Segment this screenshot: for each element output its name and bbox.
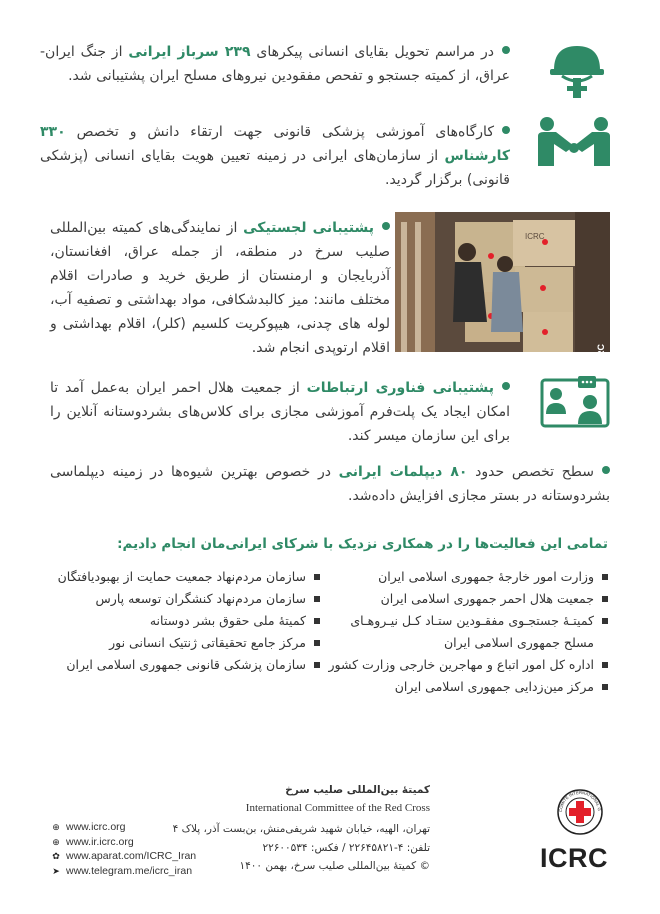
partners-heading: تمامی این فعالیت‌ها را در همکاری نزدیک با شرکای ایرانی‌مان انجام دادیم:	[117, 536, 608, 552]
bullet-dot	[502, 46, 510, 54]
section-5-post: در خصوص بهترین شیوه‌ها در زمینه دیپلماسی بشردوستانه در بستر مجازی افزایش داده‌شد.	[50, 464, 610, 504]
section-1-post: از جنگ ایران-عراق، از کمیته جستجو و تفحص مفقودین نیروهای مسلح ایران پشتیبانی شد.	[40, 44, 510, 84]
bullet-dot	[502, 382, 510, 390]
link-text[interactable]: www.ir.icrc.org	[66, 835, 134, 848]
link-text[interactable]: www.telegram.me/icrc_iran	[66, 864, 193, 877]
globe-icon: ⊕	[52, 822, 60, 832]
partner-item: اداره کل امور اتباع و مهاجرین خارجی وزارت کشور	[318, 654, 608, 676]
link-text[interactable]: www.aparat.com/ICRC_Iran	[66, 850, 197, 862]
photo-label: ICRC	[596, 344, 606, 366]
partner-item: وزارت امور خارجهٔ جمهوری اسلامی ایران	[318, 566, 608, 588]
partner-item: جمعیت هلال احمر جمهوری اسلامی ایران	[318, 588, 608, 610]
link-row[interactable]	[50, 820, 196, 835]
logistics-photo-illustration	[395, 212, 610, 352]
aparat-icon: ✿	[52, 851, 60, 861]
partner-item: کمیتـهٔ جستجـوی مفقـودین ستـاد کـل نیـروهـای	[318, 610, 608, 632]
section-3-highlight: پشتیبانی لجستیکی	[243, 220, 374, 236]
bullet-dot	[382, 222, 390, 230]
video-call-icon	[540, 376, 610, 430]
section-1-pre: در مراسم تحویل بقایای انسانی پیکرهای	[256, 44, 495, 60]
section-4	[50, 376, 510, 448]
partners-left-list	[30, 566, 320, 676]
partner-item: سازمان پزشکی قانونی جمهوری اسلامی ایران	[30, 654, 320, 676]
section-2-pre: کارگاه‌های آموزشی پزشکی قانونی جهت ارتقاء دانش و تخصص	[76, 124, 494, 140]
handshake-icon	[536, 116, 612, 168]
link-row[interactable]	[50, 864, 196, 879]
telegram-icon: ➤	[52, 865, 60, 876]
box-label: ICRC	[525, 232, 545, 241]
partners-right-list	[318, 566, 608, 698]
section-5	[50, 460, 610, 508]
section-5-pre: سطح تخصص حدود	[475, 464, 594, 480]
bullet-dot	[502, 126, 510, 134]
partner-item: سازمان مردم‌نهاد جمعیت حمایت از بهبودیافتگان	[30, 566, 320, 588]
globe-icon: ⊕	[52, 836, 60, 847]
section-1	[40, 40, 510, 88]
logistics-photo	[395, 212, 610, 366]
helmet-icon	[546, 40, 608, 102]
icrc-logo-text: ICRC	[540, 843, 608, 873]
section-3	[50, 216, 390, 360]
section-4-highlight: پشتیبانی فناوری ارتباطات	[306, 380, 494, 396]
section-3-post: از نمایندگی‌های کمیته بین‌المللی صلیب سرخ در منطقه، از جمله عراق، افغانستان، آذربایجان و ارمنستان از طریق خرید و صادرات اقلام مختلف مانند: میز کالبدشکافی، مواد بهداشتی و تصفیه آب، لوله های چدنی، هیپوکریت کلسیم (کلر)، اقلام بهداشتی و اقلام ارتوپدی انجام شد.	[50, 220, 390, 356]
icrc-seal-logo	[556, 788, 604, 836]
footer-address: تهران، الهیه، خیابان شهید شریفی‌منش، بن‌بست آذر، پلاک ۴	[172, 823, 430, 835]
section-5-highlight: ۸۰ دیپلمات ایرانی	[338, 464, 468, 480]
footer-phone: تلفن: ۴-۲۲۶۴۵۸۲۱ / فکس: ۲۲۶۰۰۵۳۴	[262, 842, 430, 854]
partner-item: مرکز مین‌زدایی جمهوری اسلامی ایران	[318, 676, 608, 698]
partner-item: مرکز جامع تحقیقاتی ژنتیک انسانی نور	[30, 632, 320, 654]
seal-text: COMITE INTERNATIONAL G	[557, 789, 602, 813]
link-row[interactable]	[50, 835, 196, 850]
bullet-dot	[602, 466, 610, 474]
section-1-highlight: ۲۳۹ سرباز ایرانی	[128, 44, 251, 60]
section-2	[40, 120, 510, 192]
footer-org-fa: کمیتهٔ بین‌المللی صلیب سرخ	[285, 784, 430, 796]
partner-item: کمیتهٔ ملی حقوق بشر دوستانه	[30, 610, 320, 632]
section-4-post: از جمعیت هلال احمر ایران به‌عمل آمد تا امکان ایجاد یک پلت‌فرم آموزشی مجازی برای کلاس‌های بشردوستانه آنلاین را برای این سازمان میسر کند.	[50, 380, 510, 444]
section-2-post: از سازمان‌های ایرانی در زمینه تعیین هویت بقایای انسانی (پزشکی قانونی) برگزار گردید.	[40, 148, 510, 188]
partner-item-continued: مسلح جمهوری اسلامی ایران	[444, 635, 594, 650]
link-text[interactable]: www.icrc.org	[66, 821, 126, 833]
partner-item: سازمان مردم‌نهاد کنشگران توسعه پارس	[30, 588, 320, 610]
footer-copyright: © کمیتهٔ بین‌المللی صلیب سرخ، بهمن ۱۴۰۰	[239, 860, 430, 872]
link-row[interactable]	[50, 849, 196, 864]
footer-org-en: International Committee of the Red Cross	[245, 802, 430, 814]
section-2-highlight: ۳۳۰ کارشناس	[40, 124, 510, 164]
footer-links	[50, 820, 196, 878]
